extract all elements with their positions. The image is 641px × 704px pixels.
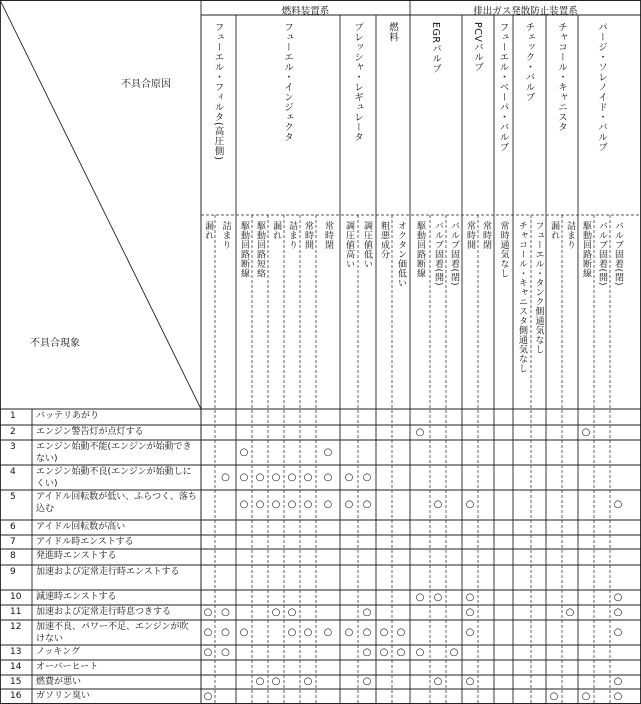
cause-label: チャコール・キャニスタ側通気なし	[517, 221, 527, 373]
cause-label: 詰まり	[287, 221, 297, 250]
mark-circle: ○	[362, 646, 372, 658]
phenomenon-label: オーバーヒート	[36, 662, 99, 672]
mark-circle: ○	[221, 471, 230, 483]
mark-circle: ○	[613, 690, 623, 702]
phenomenon-label: アイドル回転数が高い	[36, 522, 126, 532]
phenomenon-label: アイドル回転数が低い、ふらつく、落ち込む	[36, 492, 197, 514]
mark-circle: ○	[449, 646, 459, 658]
phenomenon-label: 発進時エンストする	[36, 551, 117, 561]
mark-circle: ○	[613, 591, 623, 603]
row-number: 5	[10, 492, 16, 502]
mark-circle: ○	[581, 690, 591, 702]
mark-circle: ○	[415, 591, 425, 603]
cause-label: 詰まり	[220, 221, 231, 250]
cause-label: 駆動回路断線	[581, 221, 591, 278]
component-label: EGRバルブ	[430, 22, 441, 74]
row-number: 10	[10, 592, 22, 602]
mark-circle: ○	[323, 499, 333, 510]
cause-label: 調圧値低い	[362, 221, 372, 269]
component-label: フューエル・ベーパ・バルブ	[497, 22, 509, 152]
mark-circle: ○	[433, 499, 443, 510]
mark-circle: ○	[613, 499, 623, 510]
mark-circle: ○	[287, 626, 297, 638]
phenomenon-label: エンジン始動不能(エンジンが始動できない)	[36, 442, 192, 464]
mark-circle: ○	[396, 646, 406, 658]
row-number: 3	[10, 442, 16, 452]
mark-circle: ○	[221, 626, 230, 638]
phenomenon-label: 減速時エンストする	[36, 592, 117, 602]
mark-circle: ○	[271, 676, 281, 687]
mark-circle: ○	[303, 499, 313, 510]
mark-circle: ○	[465, 499, 475, 510]
mark-circle: ○	[287, 606, 297, 618]
mark-circle: ○	[465, 676, 475, 687]
mark-circle: ○	[323, 471, 333, 483]
mark-circle: ○	[203, 626, 213, 638]
mark-circle: ○	[287, 499, 297, 510]
phenomenon-label: エンジン始動不良(エンジンが始動しにくい)	[36, 467, 192, 489]
mark-circle: ○	[433, 676, 443, 687]
row-number: 6	[10, 522, 16, 532]
phenomenon-label: 加速および定常走行時息つきする	[36, 607, 172, 617]
mark-circle: ○	[613, 676, 623, 687]
mark-circle: ○	[255, 676, 265, 687]
cause-label: 調圧値高い	[344, 221, 354, 269]
row-number: 11	[10, 607, 22, 617]
cause-label: バルブ固着(閉)	[449, 221, 459, 287]
component-label: フューエル・フィルタ(高圧側)	[212, 22, 224, 161]
mark-circle: ○	[415, 646, 425, 658]
mark-circle: ○	[239, 499, 249, 510]
cause-label: 粗悪成分	[379, 221, 389, 259]
cause-label: 常時通気なし	[498, 221, 509, 278]
mark-circle: ○	[203, 690, 213, 702]
cause-label: バルブ固着(開)	[597, 221, 607, 287]
component-label: PCVバルブ	[472, 22, 483, 73]
mark-circle: ○	[362, 499, 372, 510]
mark-circle: ○	[344, 626, 354, 638]
component-label: パージ・ソレノイド・バルブ	[596, 22, 607, 152]
phenomenon-label: 加速不良、パワー不足、エンジンが吹けない	[36, 622, 189, 644]
cause-label: 漏れ	[549, 221, 559, 240]
cause-header-label: 不具合原因	[121, 79, 171, 90]
row-number: 15	[10, 677, 22, 687]
cause-label: 常時開	[465, 221, 475, 250]
mark-circle: ○	[344, 499, 354, 510]
component-label: チェック・バルブ	[523, 22, 535, 102]
cause-label: 漏れ	[271, 221, 281, 240]
mark-circle: ○	[323, 446, 333, 458]
mark-circle: ○	[255, 471, 265, 483]
cause-label: 詰まり	[565, 221, 575, 250]
mark-circle: ○	[379, 626, 389, 638]
row-number: 14	[10, 662, 22, 672]
component-label: プレッシャ・レギュレータ	[352, 22, 363, 142]
cause-label: オクタン価低い	[396, 221, 406, 288]
cause-label: 常時閉	[481, 221, 491, 250]
cause-label: 漏れ	[203, 221, 213, 240]
phenomenon-label: アイドル時エンストする	[36, 537, 134, 547]
row-number: 9	[10, 567, 16, 577]
mark-circle: ○	[465, 606, 475, 618]
mark-circle: ○	[379, 646, 389, 658]
mark-circle: ○	[303, 626, 313, 638]
mark-circle: ○	[303, 676, 313, 687]
phenomenon-label: ノッキング	[36, 647, 81, 657]
mark-circle: ○	[465, 626, 475, 638]
cause-label: 駆動回路断線	[239, 221, 249, 278]
row-number: 13	[10, 647, 22, 657]
row-number: 8	[10, 551, 16, 561]
mark-circle: ○	[613, 606, 623, 618]
mark-circle: ○	[344, 471, 354, 483]
mark-circle: ○	[565, 606, 575, 618]
phenomenon-header-label: 不具合現象	[30, 338, 80, 349]
row-number: 7	[10, 537, 16, 547]
component-label: 燃料	[387, 22, 398, 42]
phenomenon-label: ガソリン臭い	[36, 691, 91, 701]
mark-circle: ○	[323, 626, 333, 638]
row-number: 1	[10, 411, 16, 421]
mark-circle: ○	[271, 499, 281, 510]
mark-circle: ○	[239, 446, 249, 458]
phenomenon-label: 燃費が悪い	[36, 677, 82, 687]
mark-circle: ○	[239, 626, 249, 638]
group-fuel-system: 燃料装置系	[281, 6, 330, 17]
phenomenon-label: 加速および定常走行時エンストする	[36, 567, 180, 577]
cause-label: バルブ固着(開)	[433, 221, 443, 287]
mark-circle: ○	[221, 606, 230, 618]
mark-circle: ○	[255, 499, 265, 510]
mark-circle: ○	[271, 471, 281, 483]
mark-circle: ○	[362, 676, 372, 687]
mark-circle: ○	[287, 471, 297, 483]
row-number: 16	[10, 691, 22, 701]
mark-circle: ○	[396, 626, 406, 638]
mark-circle: ○	[362, 626, 372, 638]
cause-label: 駆動回路短絡	[255, 221, 265, 278]
cause-label: 駆動回路断線	[415, 221, 425, 278]
mark-circle: ○	[415, 426, 425, 438]
phenomenon-label: エンジン警告灯が点灯する	[36, 427, 144, 437]
component-label: フューエル・インジェクタ	[282, 22, 293, 142]
mark-circle: ○	[549, 690, 559, 702]
mark-circle: ○	[203, 646, 213, 658]
mark-circle: ○	[465, 591, 475, 603]
mark-circle: ○	[271, 606, 281, 618]
row-number: 2	[10, 427, 16, 437]
mark-circle: ○	[362, 606, 372, 618]
mark-circle: ○	[581, 426, 591, 438]
cause-label: 常時開	[303, 221, 313, 250]
row-number: 12	[10, 622, 22, 632]
mark-circle: ○	[303, 471, 313, 483]
mark-circle: ○	[203, 606, 213, 618]
phenomenon-label: バッテリあがり	[36, 411, 100, 421]
cause-label: フューエル・タンク側通気なし	[533, 221, 544, 354]
group-emission-system: 排出ガス発散防止装置系	[473, 6, 578, 17]
cause-label: バルブ固着(閉)	[613, 221, 623, 287]
mark-circle: ○	[433, 591, 443, 603]
mark-circle: ○	[362, 471, 372, 483]
component-label: チャコール・キャニスタ	[556, 22, 567, 132]
mark-circle: ○	[221, 646, 230, 658]
mark-circle: ○	[239, 471, 249, 483]
row-number: 4	[10, 467, 16, 477]
cause-label: 常時閉	[323, 221, 333, 250]
mark-circle: ○	[613, 626, 623, 638]
